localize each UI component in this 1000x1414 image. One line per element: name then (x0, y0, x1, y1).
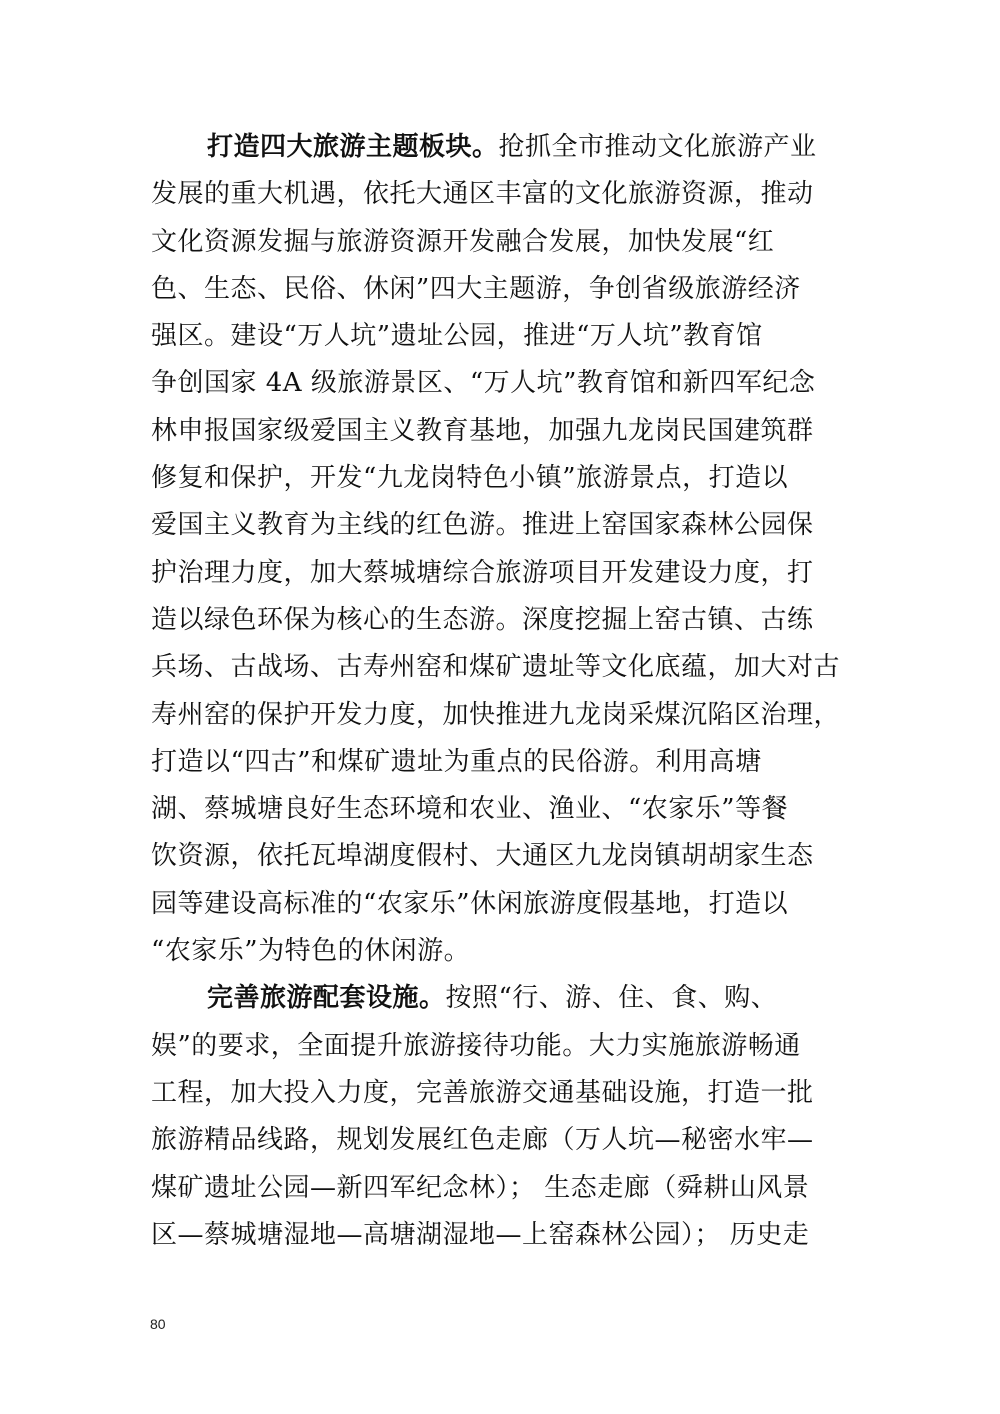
paragraph-1-line-13: 寿州窑的保护开发力度，加快推进九龙岗采煤沉陷区治理， (151, 699, 841, 730)
paragraph-2-line-2: 娱”的要求，全面提升旅游接待功能。大力实施旅游畅通 (151, 1030, 801, 1061)
paragraph-1-line-17: 园等建设高标准的“农家乐”休闲旅游度假基地，打造以 (151, 888, 789, 919)
paragraph-1-line-18: “农家乐”为特色的休闲游。 (151, 936, 471, 967)
paragraph-1-heading: 打造四大旅游主题板块。 (207, 132, 499, 162)
paragraph-1-line-3: 文化资源发掘与旅游资源开发融合发展，加快发展“红 (151, 226, 775, 257)
document-body (151, 124, 871, 1259)
paragraph-1-line-8: 修复和保护，开发“九龙岗特色小镇”旅游景点，打造以 (151, 463, 789, 494)
paragraph-1-line-7: 林申报国家级爱国主义教育基地，加强九龙岗民国建筑群 (151, 415, 814, 446)
paragraph-1-line-10: 护治理力度，加大蔡城塘综合旅游项目开发建设力度，打 (151, 557, 814, 588)
paragraph-2-line-5: 煤矿遗址公园—新四军纪念林）； 生态走廊（舜耕山风景 (151, 1172, 810, 1203)
paragraph-2-line-4: 旅游精品线路，规划发展红色走廊（万人坑—秘密水牢— (151, 1125, 814, 1156)
paragraph-1-line-14: 打造以“四古”和煤矿遗址为重点的民俗游。利用高塘 (151, 746, 762, 777)
page-number: 80 (150, 1316, 166, 1332)
paragraph-1-line-11: 造以绿色环保为核心的生态游。深度挖掘上窑古镇、古练 (151, 604, 814, 635)
paragraph-1-line-1 (151, 124, 871, 171)
paragraph-2-line-1 (151, 975, 871, 1022)
paragraph-2-text: 按照“行、游、住、食、购、 (445, 983, 778, 1014)
paragraph-2-line-3: 工程，加大投入力度，完善旅游交通基础设施，打造一批 (151, 1077, 814, 1108)
paragraph-1-line-6: 争创国家 4A 级旅游景区、“万人坑”教育馆和新四军纪念 (151, 368, 816, 399)
paragraph-1-line-9: 爱国主义教育为主线的红色游。推进上窑国家森林公园保 (151, 510, 814, 541)
paragraph-1-line-2: 发展的重大机遇，依托大通区丰富的文化旅游资源，推动 (151, 179, 814, 210)
paragraph-2-line-6: 区—蔡城塘湿地—高塘湖湿地—上窑森林公园）； 历史走 (151, 1219, 810, 1250)
paragraph-1-line-5: 强区。建设“万人坑”遗址公园，推进“万人坑”教育馆 (151, 321, 763, 352)
paragraph-1-line-12: 兵场、古战场、古寿州窑和煤矿遗址等文化底蕴，加大对古 (151, 652, 841, 683)
paragraph-2-heading: 完善旅游配套设施。 (207, 983, 446, 1014)
paragraph-1-line-15: 湖、蔡城塘良好生态环境和农业、渔业、“农家乐”等餐 (151, 794, 789, 825)
paragraph-1-text: 抢抓全市推动文化旅游产业 (498, 132, 817, 162)
paragraph-1-line-4: 色、生态、民俗、休闲”四大主题游，争创省级旅游经济 (151, 273, 801, 304)
paragraph-1-line-16: 饮资源，依托瓦埠湖度假村、大通区九龙岗镇胡胡家生态 (151, 841, 814, 872)
